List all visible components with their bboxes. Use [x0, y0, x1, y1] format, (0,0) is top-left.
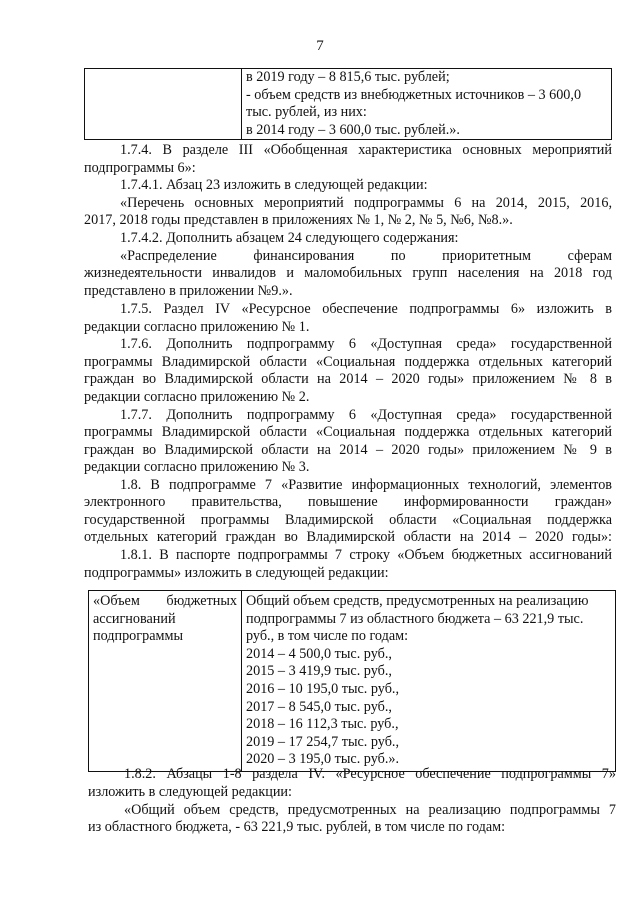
text-line: отдельных категорий граждан во Владимирской области на 2014 – 2020 годы»:	[84, 529, 612, 545]
top-table-line: в 2019 году – 8 815,6 тыс. рублей;	[246, 69, 450, 85]
budget-table-label-cell	[89, 591, 242, 772]
text-line: изложить в следующей редакции:	[88, 784, 292, 800]
budget-value-line: 2019 – 17 254,7 тыс. руб.,	[246, 733, 400, 750]
budget-value-line: подпрограммы 7 из областного бюджета – 63 221,9 тыс.	[246, 610, 584, 627]
text-line: государственной программы Владимирской области «Социальная поддержка	[84, 512, 612, 528]
top-table-line: тыс. рублей, из них:	[246, 104, 367, 121]
text-line: подпрограммы 6»:	[84, 160, 196, 176]
text-line: 2017, 2018 годы представлен в приложениях № 1, № 2, № 5, №6, №8.».	[84, 212, 513, 228]
text-line: программы Владимирской области «Социальная поддержка отдельных категорий	[84, 424, 612, 440]
top-table-line: в 2014 году – 3 600,0 тыс. рублей.».	[246, 121, 460, 138]
page-number: 7	[316, 38, 324, 54]
text-line: 1.7.4.1. Абзац 23 изложить в следующей редакции:	[120, 177, 428, 193]
text-line: редакции согласно приложению № 3.	[84, 459, 310, 475]
text-line: 1.7.5. Раздел IV «Ресурсное обеспечение подпрограммы 6» изложить в	[120, 301, 612, 317]
budget-value-line: 2017 – 8 545,0 тыс. руб.,	[246, 698, 392, 715]
budget-value-line: 2016 – 10 195,0 тыс. руб.,	[246, 680, 400, 697]
text-line: подпрограммы» изложить в следующей редакции:	[84, 565, 389, 581]
budget-label-line: «Объем бюджетных	[93, 593, 237, 609]
budget-value-line: 2018 – 16 112,3 тыс. руб.,	[246, 716, 399, 733]
text-line: «Перечень основных мероприятий подпрограммы 6 на 2014, 2015, 2016,	[120, 195, 612, 211]
text-line: 1.7.7. Дополнить подпрограмму 6 «Доступная среда» государственной	[120, 407, 612, 423]
text-line: 1.7.6. Дополнить подпрограмму 6 «Доступная среда» государственной	[120, 336, 612, 352]
text-line: 1.8.1. В паспорте подпрограммы 7 строку «Объем бюджетных ассигнований	[120, 547, 612, 563]
text-line: жизнедеятельности инвалидов и маломобильных групп населения на 2018 год	[84, 265, 612, 281]
text-line: 1.7.4.2. Дополнить абзацем 24 следующего содержания:	[120, 230, 459, 246]
text-line: граждан во Владимирской области на 2014 – 2020 годы» приложением № 9 в	[84, 442, 612, 458]
text-line: 1.8.2. Абзацы 1-8 раздела IV. «Ресурсное обеспечение подпрограммы 7»	[124, 766, 616, 782]
budget-value-line: 2020 – 3 195,0 тыс. руб.».	[246, 751, 400, 768]
text-line: электронного правительства, повышение информированности граждан»	[84, 494, 612, 510]
budget-value-line: Общий объем средств, предусмотренных на реализацию	[246, 593, 589, 609]
text-line: «Общий объем средств, предусмотренных на реализацию подпрограммы 7	[124, 802, 616, 818]
text-line: 1.8. В подпрограмме 7 «Развитие информационных технологий, элементов	[120, 477, 612, 493]
text-line: граждан во Владимирской области на 2014 – 2020 годы» приложением № 8 в	[84, 371, 612, 387]
budget-value-line: руб., в том числе по годам:	[246, 628, 409, 645]
budget-label-line: подпрограммы	[93, 628, 183, 645]
top-table	[84, 68, 612, 140]
top-table-right-cell	[242, 69, 612, 140]
text-line: представлено в приложении №9.».	[84, 283, 293, 299]
budget-label-line: ассигнований	[93, 610, 176, 627]
text-line: редакции согласно приложению № 1.	[84, 319, 310, 335]
text-line: из областного бюджета, - 63 221,9 тыс. рублей, в том числе по годам:	[88, 819, 506, 835]
top-table-line: - объем средств из внебюджетных источников – 3 600,0	[246, 86, 582, 103]
text-line: программы Владимирской области «Социальная поддержка отдельных категорий	[84, 354, 612, 370]
text-line: редакции согласно приложению № 2.	[84, 389, 310, 405]
text-line: «Распределение финансирования по приоритетным сферам	[120, 248, 612, 264]
text-line: 1.7.4. В разделе III «Обобщенная характеристика основных мероприятий	[120, 142, 612, 158]
budget-table	[88, 590, 616, 772]
budget-value-line: 2015 – 3 419,9 тыс. руб.,	[246, 663, 392, 680]
budget-value-line: 2014 – 4 500,0 тыс. руб.,	[246, 645, 392, 662]
top-table-left-cell	[85, 69, 242, 140]
budget-table-value-cell	[242, 591, 616, 772]
